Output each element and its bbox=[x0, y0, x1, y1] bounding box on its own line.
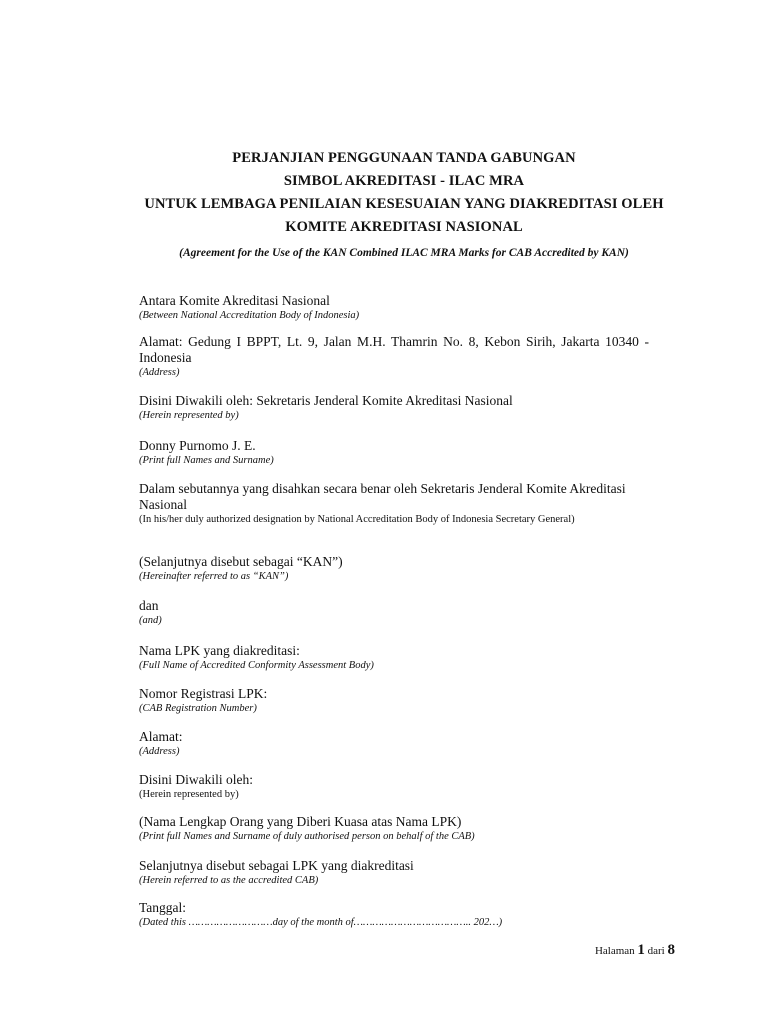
halaman-label: Halaman bbox=[594, 945, 635, 957]
entry-translation: (Dated this ………………………day of the month of……………………………….. 202…) bbox=[139, 917, 503, 928]
entry-translation: (Address) bbox=[139, 746, 180, 757]
cab-name-field bbox=[139, 643, 649, 672]
entry-main: (Selanjutnya disebut sebagai “KAN”) bbox=[139, 554, 343, 569]
total-pages-number: 8 bbox=[667, 942, 675, 958]
entry-main: Dalam sebutannya yang disahkan secara benar oleh Sekretaris Jenderal Komite Akreditasi Nasional bbox=[139, 481, 626, 512]
entry-main: (Nama Lengkap Orang yang Diberi Kuasa atas Nama LPK) bbox=[139, 814, 462, 829]
entry-main: Selanjutnya disebut sebagai LPK yang diakreditasi bbox=[139, 858, 414, 873]
entry-translation: (Print full Names and Surname) bbox=[139, 455, 274, 466]
document-subtitle: (Agreement for the Use of the KAN Combined ILAC MRA Marks for CAB Accredited by KAN) bbox=[179, 247, 629, 259]
kan-address bbox=[139, 334, 649, 379]
entry-main: Disini Diwakili oleh: Sekretaris Jenderal Komite Akreditasi Nasional bbox=[139, 393, 513, 408]
entry-main: Alamat: bbox=[139, 729, 183, 744]
cab-represented-by-field bbox=[139, 772, 649, 801]
entry-translation: (Address) bbox=[139, 367, 180, 378]
page-number-footer bbox=[595, 942, 675, 959]
cab-address-field bbox=[139, 729, 649, 758]
current-page-number: 1 bbox=[637, 942, 645, 958]
kan-represented-by bbox=[139, 393, 649, 422]
cab-authorised-person-field bbox=[139, 814, 649, 843]
kan-designation bbox=[139, 481, 649, 526]
party-kan bbox=[139, 293, 649, 322]
conjunction-and bbox=[139, 598, 649, 627]
kan-representative-name bbox=[139, 438, 649, 467]
entry-translation: (Hereinafter referred to as “KAN”) bbox=[139, 571, 289, 582]
entry-translation: (Full Name of Accredited Conformity Assessment Body) bbox=[139, 660, 374, 671]
entry-main: Tanggal: bbox=[139, 900, 187, 915]
title-line-3: UNTUK LEMBAGA PENILAIAN KESESUAIAN YANG DIAKREDITASI OLEH bbox=[144, 196, 664, 212]
title-line-2: SIMBOL AKREDITASI - ILAC MRA bbox=[283, 173, 525, 189]
entry-main: Disini Diwakili oleh: bbox=[139, 772, 253, 787]
entry-main: dan bbox=[139, 598, 159, 613]
kan-referred-as bbox=[139, 554, 649, 583]
entry-main: Alamat: Gedung I BPPT, Lt. 9, Jalan M.H. Thamrin No. 8, Kebon Sirih, Jakarta 10340 - Indonesia bbox=[139, 334, 649, 365]
entry-translation: (Herein referred to as the accredited CAB) bbox=[139, 875, 319, 886]
entry-translation: (Herein represented by) bbox=[139, 410, 239, 421]
cab-referred-as bbox=[139, 858, 649, 887]
entry-translation: (Between National Accreditation Body of Indonesia) bbox=[139, 310, 360, 321]
title-line-4: KOMITE AKREDITASI NASIONAL bbox=[285, 219, 523, 235]
entry-main: Nama LPK yang diakreditasi: bbox=[139, 643, 300, 658]
title-line-1: PERJANJIAN PENGGUNAAN TANDA GABUNGAN bbox=[232, 150, 576, 166]
cab-registration-field bbox=[139, 686, 649, 715]
entry-translation: (CAB Registration Number) bbox=[139, 703, 257, 714]
entry-main: Donny Purnomo J. E. bbox=[139, 438, 256, 453]
document-title bbox=[0, 147, 768, 239]
entry-translation: (Print full Names and Surname of duly authorised person on behalf of the CAB) bbox=[139, 831, 475, 842]
entry-translation: (and) bbox=[139, 615, 162, 626]
entry-main: Nomor Registrasi LPK: bbox=[139, 686, 268, 701]
date-field bbox=[139, 900, 649, 929]
dari-label: dari bbox=[647, 945, 665, 957]
entry-translation: (Herein represented by) bbox=[139, 789, 239, 800]
entry-translation: (In his/her duly authorized designation by National Accreditation Body of Indonesia Secretary General) bbox=[139, 514, 575, 525]
entry-main: Antara Komite Akreditasi Nasional bbox=[139, 293, 330, 308]
